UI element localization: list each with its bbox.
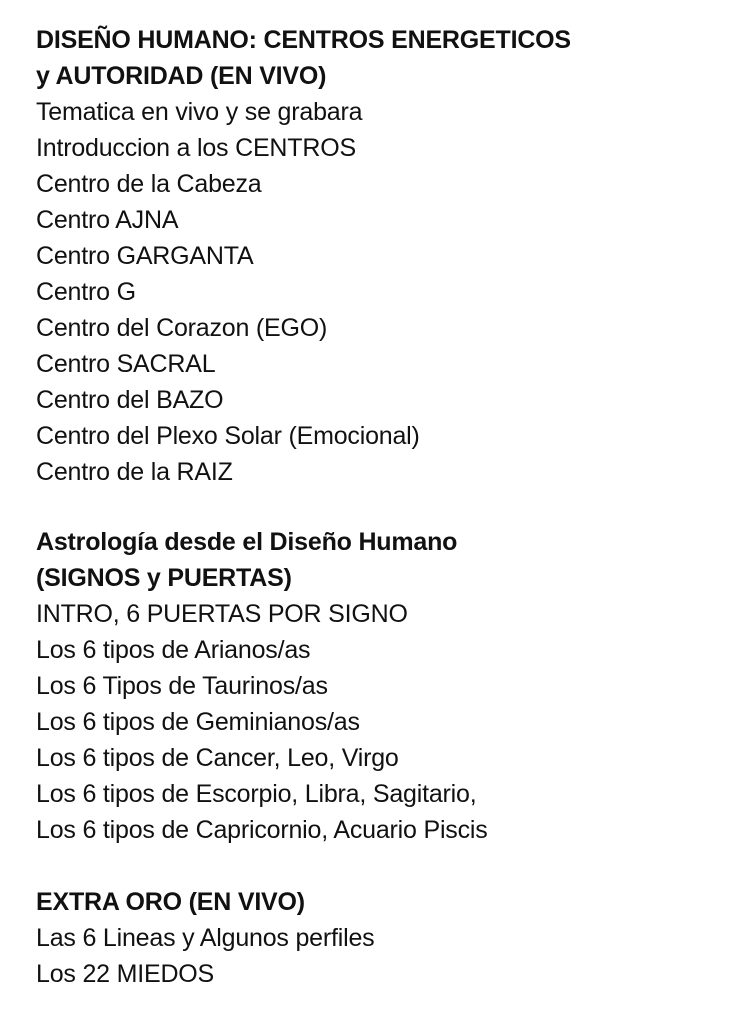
list-item: Centro SACRAL	[36, 350, 216, 378]
list-item: Los 6 tipos de Escorpio, Libra, Sagitario,	[36, 780, 477, 808]
list-item: Los 22 MIEDOS	[36, 960, 215, 988]
section-title: Astrología desde el Diseño Humano	[36, 528, 458, 556]
section-title: DISEÑO HUMANO: CENTROS ENERGETICOS	[36, 26, 571, 54]
list-item: Los 6 tipos de Geminianos/as	[36, 708, 360, 736]
section-title: (SIGNOS y PUERTAS)	[36, 564, 292, 592]
list-item: Los 6 tipos de Cancer, Leo, Virgo	[36, 744, 399, 772]
list-item: Los 6 tipos de Capricornio, Acuario Piscis	[36, 816, 488, 844]
section-astrologia	[36, 524, 729, 848]
list-item: Centro de la RAIZ	[36, 458, 233, 486]
list-item: Los 6 Tipos de Taurinos/as	[36, 672, 328, 700]
list-item: Centro de la Cabeza	[36, 170, 262, 198]
list-item: Tematica en vivo y se grabara	[36, 98, 363, 126]
list-item: INTRO, 6 PUERTAS POR SIGNO	[36, 600, 408, 628]
list-item: Los 6 tipos de Arianos/as	[36, 636, 311, 664]
list-item: Centro G	[36, 278, 136, 306]
list-item: Centro AJNA	[36, 206, 179, 234]
list-item: Centro del BAZO	[36, 386, 224, 414]
section-title: y AUTORIDAD (EN VIVO)	[36, 62, 327, 90]
list-item: Centro del Corazon (EGO)	[36, 314, 328, 342]
list-item: Introduccion a los CENTROS	[36, 134, 356, 162]
section-centros-energeticos	[36, 22, 729, 490]
list-item: Las 6 Lineas y Algunos perfiles	[36, 924, 375, 952]
section-title: EXTRA ORO (EN VIVO)	[36, 888, 305, 916]
list-item: Centro GARGANTA	[36, 242, 254, 270]
list-item: Centro del Plexo Solar (Emocional)	[36, 422, 420, 450]
section-extra-oro	[36, 884, 729, 992]
